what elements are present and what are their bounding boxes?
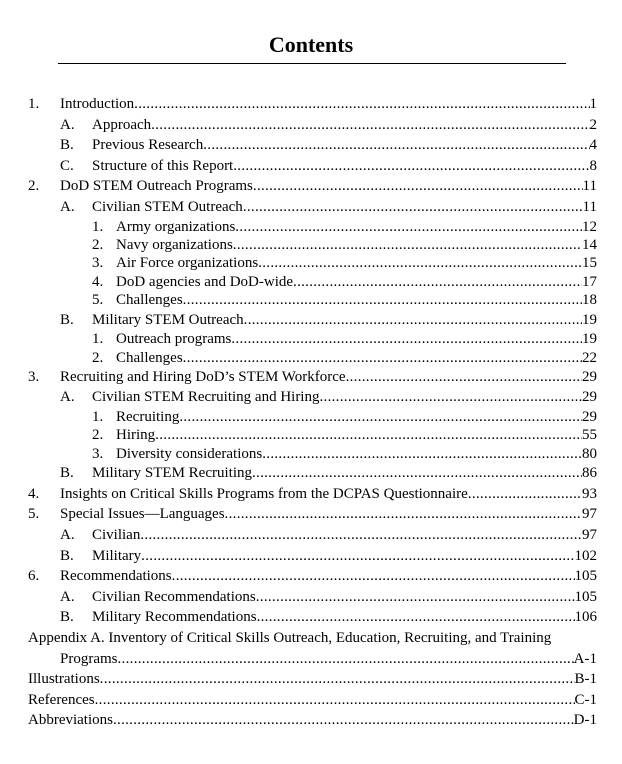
toc-entry-label: Recruiting [116, 409, 180, 426]
toc-entry-page: 12 [582, 218, 597, 235]
toc-entry-number: 4. [92, 273, 104, 290]
toc-entry[interactable] [0, 236, 622, 254]
toc-entry-line [116, 254, 597, 272]
toc-entry-line [116, 330, 597, 348]
toc-entry-number: A. [60, 198, 75, 215]
toc-entry-number: 1. [92, 331, 104, 348]
toc-entry-line [92, 197, 597, 218]
toc-entry[interactable] [0, 135, 622, 156]
toc-entry-label: Military STEM Recruiting [92, 465, 252, 482]
toc-entry[interactable] [0, 94, 622, 115]
toc-entry-number: A. [60, 588, 75, 605]
toc-entry-page: 86 [582, 465, 597, 482]
dot-leader [141, 546, 574, 567]
toc-entry-page: 19 [582, 331, 597, 348]
dot-leader [233, 236, 582, 254]
toc-entry[interactable] [0, 273, 622, 291]
toc-entry-label: Air Force organizations [116, 255, 259, 272]
toc-entry-label: Military Recommendations [92, 609, 257, 626]
toc-entry-number: 3. [28, 368, 40, 385]
title-rule [58, 63, 566, 64]
toc-entry-line [28, 710, 597, 731]
toc-entry-number: A. [60, 527, 75, 544]
toc-entry-line [60, 176, 597, 197]
toc-entry-number: B. [60, 311, 74, 328]
dot-leader [253, 176, 583, 197]
toc-entry-line [92, 463, 597, 484]
toc-entry-page: C-1 [574, 691, 597, 708]
toc-entry[interactable] [0, 367, 622, 388]
toc-entry-label: Structure of this Report [92, 157, 234, 174]
dot-leader [346, 367, 582, 388]
toc-entry[interactable] [0, 218, 622, 236]
toc-entry-line [92, 387, 597, 408]
toc-entry-page: 4 [589, 137, 597, 154]
toc-entry-line [116, 236, 597, 254]
toc-entry-label: Insights on Critical Skills Programs from the DCPAS Questionnaire [60, 485, 468, 502]
toc-entry-line [92, 546, 597, 567]
toc-entry-page: 14 [582, 236, 597, 253]
toc-entry-page: 19 [582, 311, 597, 328]
dot-leader [243, 197, 583, 218]
toc-entry[interactable] [0, 115, 622, 136]
toc-entry-label: Military STEM Outreach [92, 311, 244, 328]
toc-entry-page: 97 [582, 527, 597, 544]
toc-entry-page: 102 [574, 547, 597, 564]
dot-leader [179, 408, 582, 426]
toc-entry-label: Diversity considerations [116, 445, 263, 462]
toc-entry-page: 17 [582, 273, 597, 290]
dot-leader [252, 463, 582, 484]
dot-leader [183, 291, 582, 309]
toc-entry[interactable] [0, 408, 622, 426]
toc-entry-label: Hiring [116, 427, 156, 444]
toc-entry-line [60, 94, 597, 115]
toc-entry-page: B-1 [574, 671, 597, 688]
toc-entry[interactable] [0, 566, 622, 587]
dot-leader [113, 710, 574, 731]
toc-entry-page: 8 [589, 157, 597, 174]
dot-leader [225, 504, 582, 525]
toc-entry-line [92, 525, 597, 546]
dot-leader [319, 387, 582, 408]
toc-entry-page: 18 [582, 292, 597, 309]
toc-entry-number: 3. [92, 445, 104, 462]
dot-leader [256, 587, 575, 608]
toc-entry[interactable] [0, 426, 622, 444]
toc-entry[interactable] [0, 291, 622, 309]
toc-entry-label: Illustrations [28, 671, 100, 688]
toc-entry-label: Civilian Recommendations [92, 588, 256, 605]
toc-entry-label: DoD agencies and DoD-wide [116, 273, 294, 290]
toc-entry-number: 4. [28, 485, 40, 502]
toc-entry-page: 29 [582, 389, 597, 406]
toc-entry-page: 106 [574, 609, 597, 626]
toc-entry-number: 5. [92, 292, 104, 309]
toc-entry[interactable] [0, 525, 622, 546]
dot-leader [262, 445, 582, 463]
toc-entry-line [92, 156, 597, 177]
toc-entry-line [92, 115, 597, 136]
toc-entry-label: Military [92, 547, 142, 564]
toc-entry-page: 29 [582, 409, 597, 426]
toc-entry-line [116, 408, 597, 426]
toc-entry-line [60, 566, 597, 587]
toc-entry-label: Introduction [60, 96, 135, 112]
toc-entry-page: 55 [582, 427, 597, 444]
toc-entry-number: B. [60, 465, 74, 482]
toc-entry-label: Navy organizations [116, 236, 233, 253]
toc-entry-number: A. [60, 389, 75, 406]
toc-entry-number: 1. [92, 409, 104, 426]
toc-entry-number: 2. [92, 236, 104, 253]
dot-leader [258, 254, 582, 272]
toc-entry-line [92, 607, 597, 628]
toc-entry-appendix-continued[interactable] [0, 649, 622, 670]
dot-leader [95, 690, 575, 711]
toc-entry-line [60, 504, 597, 525]
toc-entry-number: 3. [92, 255, 104, 272]
toc-entry-label: Outreach programs [116, 331, 232, 348]
toc-entry-page: 22 [582, 349, 597, 366]
dot-leader [172, 566, 575, 587]
toc-entry-appendix[interactable] [0, 628, 622, 649]
toc-entry-label: Recruiting and Hiring DoD’s STEM Workforce [60, 368, 346, 385]
dot-leader [203, 135, 589, 156]
toc-entry-number: 6. [28, 568, 40, 585]
toc-entry[interactable] [0, 445, 622, 463]
toc-entry-label: Previous Research [92, 137, 204, 154]
toc-entry-line [116, 445, 597, 463]
dot-leader [257, 607, 575, 628]
dot-leader [151, 115, 589, 136]
dot-leader [134, 94, 589, 115]
toc-entry-number: B. [60, 547, 74, 564]
toc-entry-number: 1. [28, 96, 40, 112]
toc-entry-number: 2. [28, 178, 40, 195]
dot-leader [155, 426, 582, 444]
toc-entry-page: 105 [574, 588, 597, 605]
toc-entry-label: Challenges [116, 349, 183, 366]
dot-leader [183, 349, 582, 367]
page-title: Contents [268, 32, 354, 57]
toc-entry-page: 2 [589, 116, 597, 133]
toc-entry[interactable] [0, 587, 622, 608]
toc-entry-number: B. [60, 137, 74, 154]
toc-entry-label: Recommendations [60, 568, 172, 585]
toc-entry-line [116, 218, 597, 236]
toc-entry-page: 15 [582, 255, 597, 272]
dot-leader [468, 484, 582, 505]
dot-leader [140, 525, 582, 546]
toc-entry-page: 29 [582, 368, 597, 385]
toc-entry[interactable] [0, 176, 622, 197]
toc-entry[interactable] [0, 156, 622, 177]
dot-leader [235, 218, 582, 236]
toc-entry-label: Appendix A. Inventory of Critical Skills Outreach, Education, Recruiting, and Training [28, 630, 552, 646]
dot-leader [233, 156, 589, 177]
toc-entry[interactable] [0, 669, 622, 690]
toc-entry-label: Approach [92, 116, 152, 133]
toc-entry-line [60, 649, 597, 670]
toc-entry-label: References [28, 691, 95, 708]
toc-entry-number: 1. [92, 218, 104, 235]
toc-entry[interactable] [0, 197, 622, 218]
toc-entry-label: Civilian STEM Outreach [92, 198, 243, 215]
toc-entry-line [28, 669, 597, 690]
toc-entry-page: 11 [582, 198, 597, 215]
toc-entry[interactable] [0, 690, 622, 711]
toc-entry[interactable] [0, 546, 622, 567]
toc-entry-label: Civilian [92, 527, 141, 544]
toc-entry-label: Programs [60, 650, 118, 667]
toc-entry-number: 2. [92, 427, 104, 444]
toc-entry-line [92, 135, 597, 156]
toc-entry-label: Civilian STEM Recruiting and Hiring [92, 389, 320, 406]
toc-entry-line [60, 367, 597, 388]
toc-entry-label: Abbreviations [28, 712, 113, 729]
dot-leader [118, 649, 574, 670]
toc-entry-label: DoD STEM Outreach Programs [60, 178, 253, 195]
toc-entry[interactable] [0, 330, 622, 348]
toc-entry-page: A-1 [573, 650, 597, 667]
toc-entry[interactable] [0, 387, 622, 408]
toc-entry[interactable] [0, 310, 622, 331]
dot-leader [231, 330, 582, 348]
toc-entry-label: Special Issues—Languages [60, 506, 225, 523]
toc-entry-page: 105 [574, 568, 597, 585]
toc-entry[interactable] [0, 254, 622, 272]
toc-entry[interactable] [0, 607, 622, 628]
toc-entry-page: 97 [582, 506, 597, 523]
toc-entry-page: 93 [582, 485, 597, 502]
dot-leader [293, 273, 582, 291]
toc-entry[interactable] [0, 349, 622, 367]
toc-entry-line [28, 690, 597, 711]
toc-entry-label: Challenges [116, 292, 183, 309]
toc-entry-line [116, 426, 597, 444]
toc-entry-line [116, 273, 597, 291]
dot-leader [244, 310, 582, 331]
toc-entry[interactable] [0, 463, 622, 484]
toc-entry-number: 2. [92, 349, 104, 366]
toc-entry-number: B. [60, 609, 74, 626]
toc-entry-label: Army organizations [116, 218, 236, 235]
table-of-contents [0, 94, 622, 731]
toc-entry[interactable] [0, 504, 622, 525]
toc-entry[interactable] [0, 484, 622, 505]
toc-entry-number: 5. [28, 506, 40, 523]
dot-leader [100, 669, 575, 690]
toc-entry-line [116, 349, 597, 367]
toc-entry[interactable] [0, 710, 622, 731]
toc-entry-line [116, 291, 597, 309]
toc-entry-number: A. [60, 116, 75, 133]
toc-entry-page: 80 [582, 445, 597, 462]
toc-entry-line [92, 587, 597, 608]
toc-entry-line [60, 484, 597, 505]
toc-entry-line [92, 310, 597, 331]
toc-entry-page: 11 [582, 178, 597, 195]
toc-entry-page: D-1 [573, 712, 597, 729]
toc-entry-number: C. [60, 157, 74, 174]
toc-entry-page: 1 [589, 96, 597, 112]
